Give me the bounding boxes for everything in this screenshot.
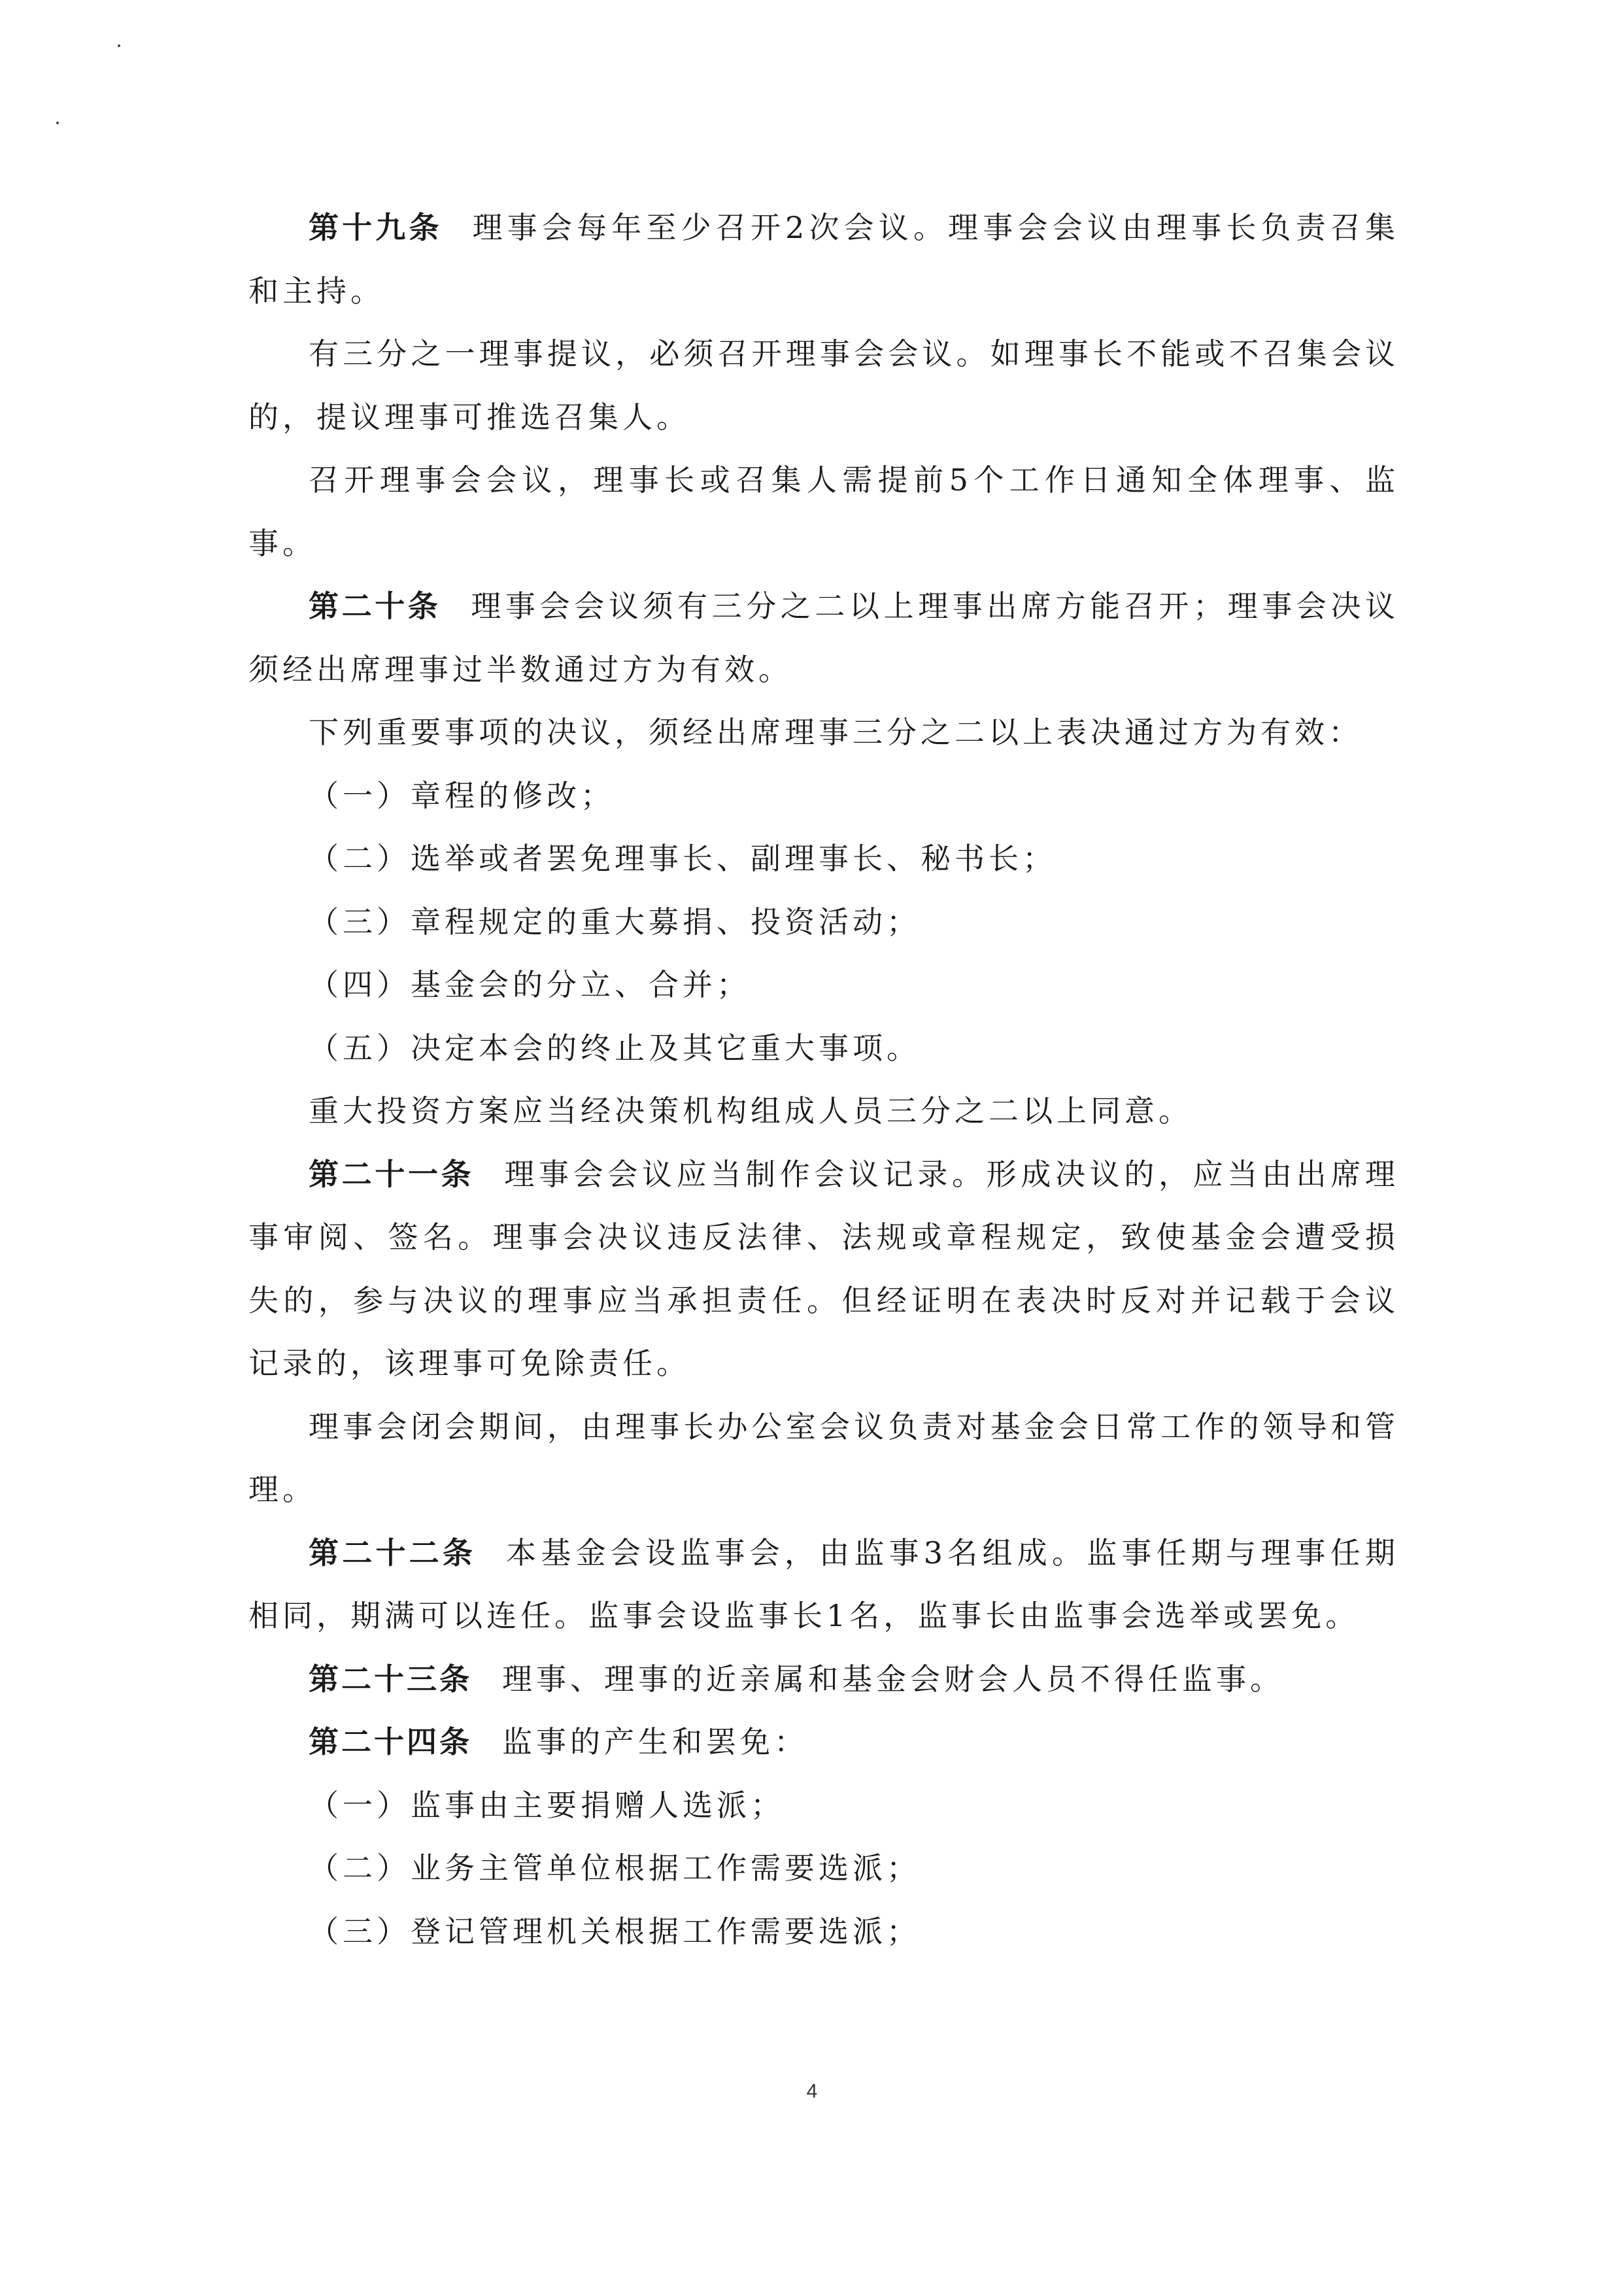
paragraph-text: 理事会会议应当制作会议记录。形成决议的，应当由出席理事审阅、签名。理事会决议违反法律、法规或章程规定，致使基金会遭受损失的，参与决议的理事应当承担责任。但经证明在表决时反对并记载于会议记录的，该理事可免除责任。	[248, 1156, 1400, 1381]
article-paragraph	[248, 1521, 1399, 1648]
paragraph-text: 监事的产生和罢免：	[502, 1724, 808, 1759]
paragraph-text: （三）登记管理机关根据工作需要选派；	[309, 1913, 921, 1949]
paragraph	[248, 1079, 1399, 1143]
paragraph-text: 本基金会设监事会，由监事3名组成。监事任期与理事任期相同，期满可以连任。监事会设监事长1名，监事长由监事会选举或罢免。	[248, 1535, 1399, 1633]
article-heading: 第二十四条	[309, 1724, 472, 1759]
paragraph	[248, 764, 1399, 828]
paragraph-text: 理事、理事的近亲属和基金会财会人员不得任监事。	[502, 1661, 1284, 1697]
paragraph-text: 有三分之一理事提议，必须召开理事会会议。如理事长不能或不召集会议的，提议理事可推选召集人。	[248, 336, 1399, 435]
paragraph	[248, 701, 1399, 764]
paragraph-text: 理事会闭会期间，由理事长办公室会议负责对基金会日常工作的领导和管理。	[248, 1408, 1399, 1507]
paragraph	[248, 449, 1399, 575]
paragraph-text: （二）业务主管单位根据工作需要选派；	[309, 1850, 921, 1886]
article-paragraph	[248, 1648, 1399, 1711]
paragraph-text: （五）决定本会的终止及其它重大事项。	[309, 1030, 921, 1066]
article-paragraph	[248, 1710, 1399, 1774]
paragraph-text: （四）基金会的分立、合并；	[309, 967, 751, 1002]
paragraph	[248, 1837, 1399, 1900]
article-heading: 第十九条	[309, 210, 443, 245]
paragraph	[248, 1017, 1399, 1080]
article-heading: 第二十条	[309, 588, 441, 624]
paragraph-text: （一）章程的修改；	[309, 777, 615, 813]
page-number: 4	[806, 2081, 818, 2102]
paragraph	[248, 1774, 1399, 1837]
paragraph-text: （二）选举或者罢免理事长、副理事长、秘书长；	[309, 841, 1057, 876]
paragraph-text: 重大投资方案应当经决策机构组成人员三分之二以上同意。	[309, 1093, 1193, 1129]
scan-speck	[56, 122, 59, 124]
paragraph-text: 下列重要事项的决议，须经出席理事三分之二以上表决通过方为有效：	[309, 715, 1362, 750]
paragraph	[248, 322, 1399, 449]
article-paragraph	[248, 575, 1399, 701]
article-paragraph	[248, 196, 1399, 322]
paragraph	[248, 953, 1399, 1017]
paragraph	[248, 1395, 1399, 1521]
scan-speck	[118, 44, 120, 47]
article-heading: 第二十一条	[309, 1156, 475, 1192]
article-paragraph	[248, 1143, 1399, 1395]
paragraph	[248, 827, 1399, 891]
paragraph-text: （一）监事由主要捐赠人选派；	[309, 1787, 785, 1823]
paragraph-text: （三）章程规定的重大募捐、投资活动；	[309, 904, 921, 940]
paragraph-text: 理事会会议须有三分之二以上理事出席方能召开；理事会决议须经出席理事过半数通过方为有效。	[248, 588, 1400, 687]
paragraph-text: 召开理事会会议，理事长或召集人需提前5个工作日通知全体理事、监事。	[248, 462, 1399, 561]
paragraph-text: 理事会每年至少召开2次会议。理事会会议由理事长负责召集和主持。	[248, 210, 1399, 309]
paragraph	[248, 891, 1399, 954]
paragraph	[248, 1900, 1399, 1963]
document-body	[248, 196, 1399, 1963]
article-heading: 第二十二条	[309, 1535, 477, 1571]
article-heading: 第二十三条	[309, 1661, 472, 1697]
